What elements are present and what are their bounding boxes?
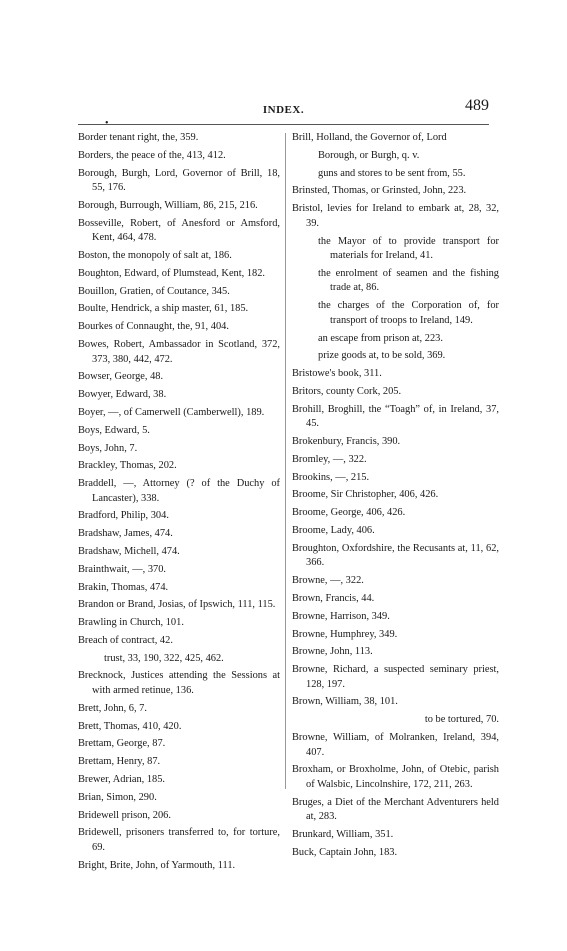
index-entry: Brett, John, 6, 7. bbox=[78, 702, 147, 714]
page-title: INDEX. bbox=[262, 104, 305, 116]
index-subentry: an escape from prison at, 223. bbox=[318, 332, 443, 344]
index-entry: Brown, William, 38, 101. bbox=[292, 696, 398, 708]
index-entry: Boston, the monopoly of salt at, 186. bbox=[78, 250, 232, 262]
index-entry: Browne, —, 322. bbox=[292, 575, 364, 587]
index-entry: Bridewell prison, 206. bbox=[78, 809, 171, 821]
index-entry: Brakin, Thomas, 474. bbox=[78, 581, 169, 593]
index-entry: Brainthwait, —, 370. bbox=[78, 563, 167, 575]
index-entry: Brunkard, William, 351. bbox=[292, 829, 394, 841]
index-entry: Bosseville, Robert, of Anesford or Amsford, Kent, 464, 478. bbox=[78, 217, 280, 244]
page-number: 489 bbox=[465, 97, 489, 114]
index-entry: Bowes, Robert, Ambassador in Scotland, 372, 373, 380, 442, 472. bbox=[78, 339, 280, 365]
index-entry: Broome, Lady, 406. bbox=[292, 525, 375, 537]
index-entry: Braddell, —, Attorney (? of the Duchy of Lancaster), 338. bbox=[78, 478, 280, 504]
index-entry: Broome, Sir Christopher, 406, 426. bbox=[292, 489, 439, 501]
index-entry: Brewer, Adrian, 185. bbox=[78, 773, 166, 785]
index-entry: Brown, Francis, 44. bbox=[292, 592, 375, 604]
right-column bbox=[292, 131, 499, 864]
index-entry: Browne, William, of Molranken, Ireland, 394, 407. bbox=[292, 732, 499, 758]
index-entry: Bright, Brite, John, of Yarmouth, 111. bbox=[78, 859, 236, 871]
index-entry: Brookins, —, 215. bbox=[292, 471, 370, 483]
index-entry: Bridewell, prisoners transferred to, for torture, 69. bbox=[78, 827, 280, 853]
left-column bbox=[78, 131, 280, 876]
index-entry: Borough, Burgh, Lord, Governor of Brill, 18, 55, 176. bbox=[78, 167, 280, 194]
index-entry: Boughton, Edward, of Plumstead, Kent, 182. bbox=[78, 267, 266, 279]
index-entry: Bouillon, Gratien, of Coutance, 345. bbox=[78, 285, 230, 297]
index-subentry: to be tortured, 70. bbox=[424, 714, 499, 726]
header-rule bbox=[78, 124, 489, 125]
index-entry: Brett, Thomas, 410, 420. bbox=[78, 720, 182, 732]
index-entry: Browne, Harrison, 349. bbox=[292, 610, 390, 622]
index-entry: Bowyer, Edward, 38. bbox=[78, 389, 167, 401]
index-entry: Buck, Captain John, 183. bbox=[292, 846, 398, 858]
index-entry: Bowser, George, 48. bbox=[78, 371, 164, 383]
index-entry: Boys, John, 7. bbox=[78, 442, 138, 454]
index-entry: Broome, George, 406, 426. bbox=[292, 507, 406, 519]
index-entry: Bradshaw, James, 474. bbox=[78, 528, 173, 540]
index-entry: Bruges, a Diet of the Merchant Adventurers held at, 283. bbox=[292, 796, 499, 823]
index-subentry: the charges of the Corporation of, for transport of troops to Ireland, 149. bbox=[318, 300, 499, 326]
index-entry: Brettam, George, 87. bbox=[78, 738, 166, 750]
index-entry: Bristowe's book, 311. bbox=[292, 368, 382, 380]
index-subentry: trust, 33, 190, 322, 425, 462. bbox=[104, 652, 224, 664]
index-subentry: prize goods at, to be sold, 369. bbox=[318, 350, 446, 362]
index-entry: Border tenant right, the, 359. bbox=[78, 132, 199, 143]
index-subentry: the enrolment of seamen and the fishing trade at, 86. bbox=[318, 267, 499, 294]
index-entry: Bradford, Philip, 304. bbox=[78, 510, 169, 522]
index-entry: Brettam, Henry, 87. bbox=[78, 756, 161, 768]
index-entry: Borders, the peace of the, 413, 412. bbox=[78, 149, 226, 161]
index-entry: Boulte, Hendrick, a ship master, 61, 185. bbox=[78, 303, 249, 315]
index-entry: Broughton, Oxfordshire, the Recusants at, 11, 62, 366. bbox=[292, 542, 499, 569]
index-entry: Bourkes of Connaught, the, 91, 404. bbox=[78, 321, 229, 333]
index-entry: Broxham, or Broxholme, John, of Otebic, parish of Walsbic, Lincolnshire, 172, 211, 263. bbox=[292, 764, 499, 790]
column-divider bbox=[285, 133, 286, 789]
index-entry: Brackley, Thomas, 202. bbox=[78, 460, 177, 472]
index-entry: Brian, Simon, 290. bbox=[78, 791, 157, 803]
index-entry: Boys, Edward, 5. bbox=[78, 424, 150, 436]
index-entry: Browne, Richard, a suspected seminary priest, 128, 197. bbox=[292, 664, 499, 690]
index-entry: Bradshaw, Michell, 474. bbox=[78, 546, 180, 557]
index-entry: Brecknock, Justices attending the Sessions at with armed retinue, 136. bbox=[78, 670, 280, 697]
index-entry: Browne, Humphrey, 349. bbox=[292, 628, 398, 640]
index-entry: Brill, Holland, the Governor of, Lord bbox=[292, 132, 447, 143]
index-subentry: guns and stores to be sent from, 55. bbox=[318, 167, 466, 179]
index-entry: Bristol, levies for Ireland to embark at, 28, 32, 39. bbox=[292, 203, 499, 229]
index-entry: Brandon or Brand, Josias, of Ipswich, 111, 115. bbox=[78, 599, 276, 611]
index-entry: Browne, John, 113. bbox=[292, 646, 373, 658]
index-subentry: the Mayor of to provide transport for materials for Ireland, 41. bbox=[318, 235, 499, 262]
index-entry: Brohill, Broghill, the “Toagh” of, in Ireland, 37, 45. bbox=[292, 403, 499, 430]
index-entry: Brinsted, Thomas, or Grinsted, John, 223. bbox=[292, 185, 467, 197]
index-entry: Brawling in Church, 101. bbox=[78, 617, 184, 629]
index-subentry: Borough, or Burgh, q. v. bbox=[318, 149, 420, 161]
index-entry: Breach of contract, 42. bbox=[78, 634, 173, 646]
index-entry: Britors, county Cork, 205. bbox=[292, 385, 402, 397]
index-entry: Bromley, —, 322. bbox=[292, 453, 367, 465]
index-entry: Boyer, —, of Camerwell (Camberwell), 189. bbox=[78, 406, 265, 418]
index-entry: Borough, Burrough, William, 86, 215, 216. bbox=[78, 199, 258, 211]
page-mark: • bbox=[105, 118, 109, 129]
index-entry: Brokenbury, Francis, 390. bbox=[292, 436, 401, 448]
